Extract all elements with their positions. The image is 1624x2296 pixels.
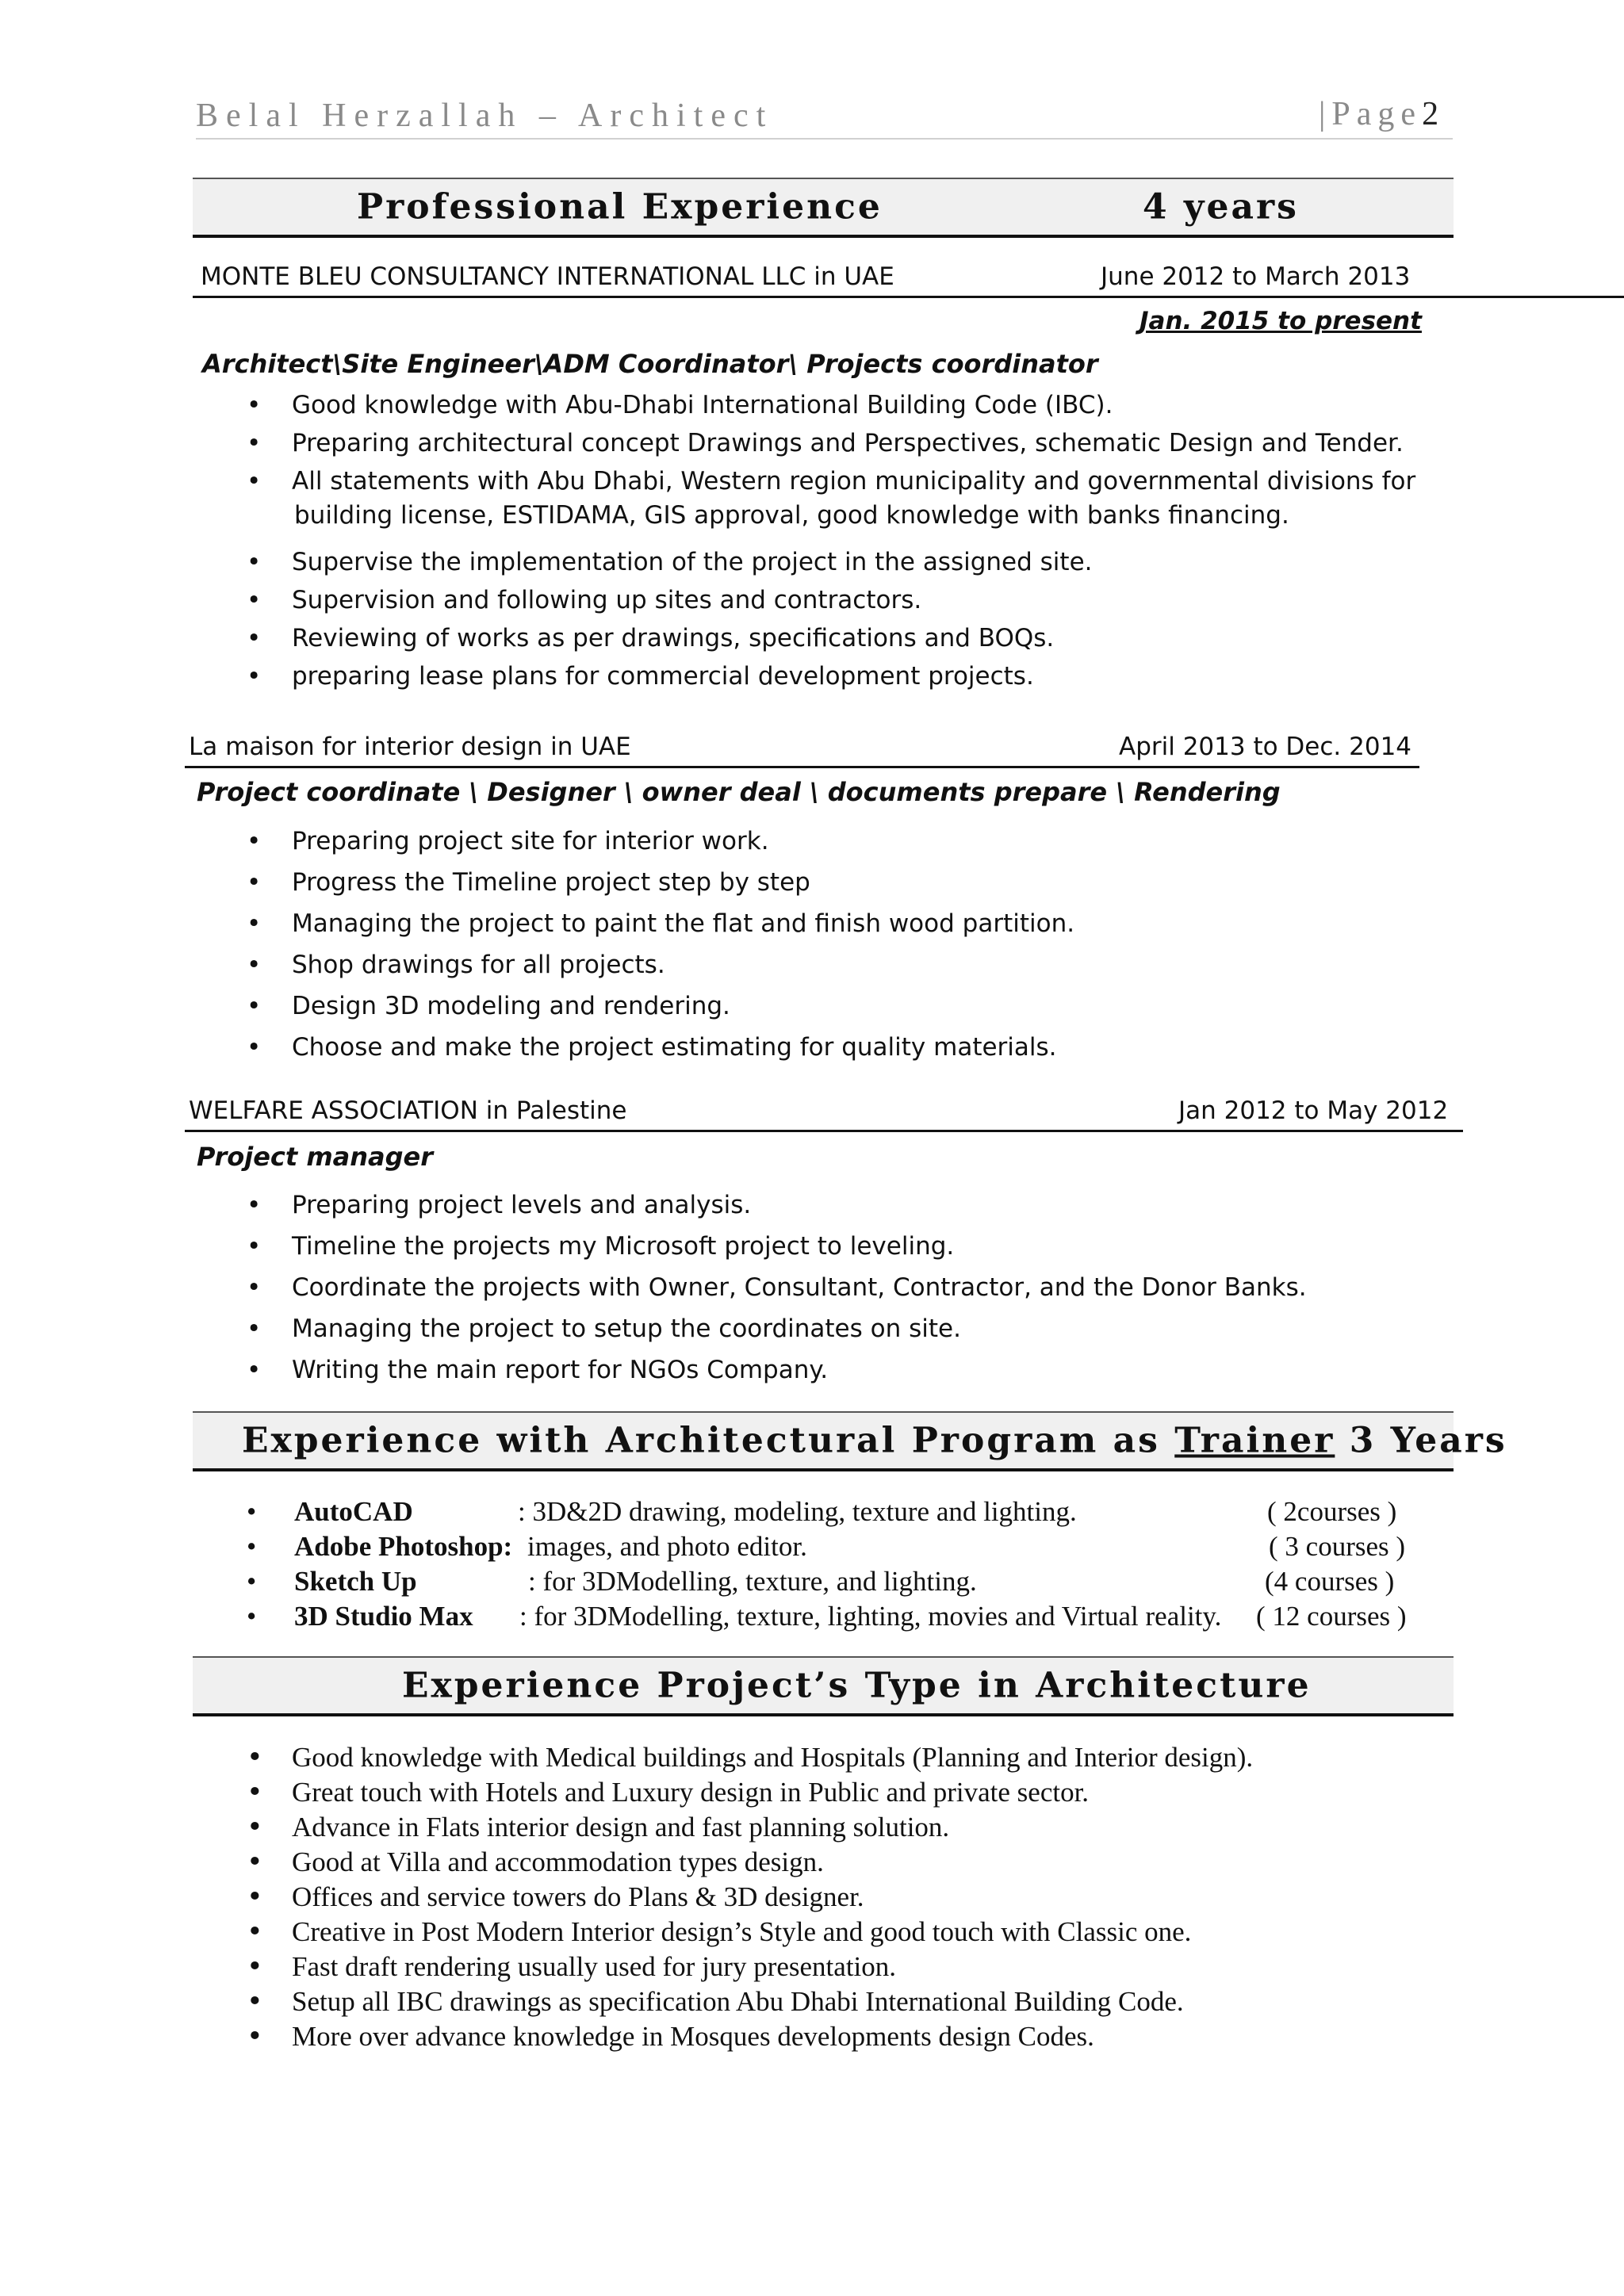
list-item: • Fast draft rendering usually used for jury presentation. [193,1950,1253,1984]
list-item-continuation: building license, ESTIDAMA, GIS approval, good knowledge with banks financing. [294,501,1289,530]
job-dates-extra: Jan. 2015 to present [1139,307,1422,335]
list-item: • Coordinate the projects with Owner, Consultant, Contractor, and the Donor Banks. [193,1267,1307,1308]
list-item: • Writing the main report for NGOs Company. [193,1349,1307,1391]
program-name: AutoCAD [294,1496,413,1527]
job-company: MONTE BLEU CONSULTANCY INTERNATIONAL LLC in UAE [201,262,894,291]
header-page-number [1319,95,1438,133]
list-item: • preparing lease plans for commercial development projects. [193,657,1093,695]
list-item: • Choose and make the project estimating for quality materials. [193,1027,1074,1068]
section-title [242,1421,1507,1461]
program-desc: : for 3DModelling, texture, and lighting. [528,1566,977,1597]
job-role: Project coordinate \ Designer \ owner deal \ documents prepare \ Rendering [197,777,1281,807]
job-role: Project manager [197,1142,434,1172]
list-item: • Setup all IBC drawings as specification Abu Dhabi International Building Code. [193,1984,1253,2019]
list-item: • Managing the project to setup the coordinates on site. [193,1308,1307,1349]
section-years: 4 years [1143,186,1299,228]
program-courses: ( 12 courses ) [1256,1601,1407,1632]
job-bullet-list [193,543,1093,695]
list-item: • Progress the Timeline project step by step [193,862,1074,903]
program-desc: : 3D&2D drawing, modeling, texture and lighting. [518,1496,1077,1527]
section-banner-project-types [193,1656,1454,1716]
list-item: • Great touch with Hotels and Luxury design in Public and private sector. [193,1775,1253,1810]
list-bullet: • [247,1531,257,1562]
job-dates: Jan 2012 to May 2012 [1178,1096,1449,1125]
page-label: |Page [1319,96,1423,132]
program-name: Sketch Up [294,1566,417,1597]
section-banner-trainer [193,1411,1507,1471]
list-item: • Reviewing of works as per drawings, specifications and BOQs. [193,619,1093,657]
program-courses: ( 3 courses ) [1269,1531,1406,1562]
list-item: • Design 3D modeling and rendering. [193,985,1074,1027]
list-bullet: • [247,1566,257,1597]
list-item: • Preparing architectural concept Drawings and Perspectives, schematic Design and Tender. [193,424,1415,462]
job-company: WELFARE ASSOCIATION in Palestine [189,1096,627,1125]
section-title-part: Experience with Architectural Program as [242,1420,1175,1461]
job-dates: April 2013 to Dec. 2014 [1119,733,1412,761]
program-name: 3D Studio Max [294,1601,473,1632]
program-desc: : for 3DModelling, texture, lighting, movies and Virtual reality. [519,1601,1222,1632]
program-name: Adobe Photoshop: [294,1531,513,1562]
job-divider [185,766,1419,768]
project-type-list [193,1740,1253,2054]
job-dates: June 2012 to March 2013 [1101,262,1411,291]
list-bullet: • [247,1601,257,1632]
list-item: • Good knowledge with Medical buildings and Hospitals (Planning and Interior design). [193,1740,1253,1775]
list-item: • More over advance knowledge in Mosques developments design Codes. [193,2019,1253,2054]
job-divider [193,296,1624,298]
list-item: • Shop drawings for all projects. [193,944,1074,985]
list-item: • Preparing project levels and analysis. [193,1184,1307,1226]
section-title: Experience Project’s Type in Architecture [402,1665,1312,1706]
job-bullet-list [193,386,1415,500]
section-title-part: 3 Years [1335,1420,1507,1461]
section-banner-professional-experience [193,178,1454,238]
program-desc: images, and photo editor. [527,1531,807,1562]
list-item: • Advance in Flats interior design and fast planning solution. [193,1810,1253,1845]
list-item: • Preparing project site for interior work. [193,821,1074,862]
section-title: Professional Experience [357,186,883,228]
list-item: • Creative in Post Modern Interior design’s Style and good touch with Classic one. [193,1915,1253,1950]
list-bullet: • [247,1496,257,1527]
job-divider [185,1130,1463,1132]
header-divider [196,138,1453,140]
list-item: • Timeline the projects my Microsoft project to leveling. [193,1226,1307,1267]
header-name: Belal Herzallah – Architect [196,98,774,134]
list-item: • Offices and service towers do Plans & 3D designer. [193,1880,1253,1915]
list-item: • All statements with Abu Dhabi, Western region municipality and governmental divisions for [193,462,1415,500]
section-title-underlined: Trainer [1174,1420,1335,1461]
program-courses: ( 2courses ) [1267,1496,1397,1527]
page-number: 2 [1422,96,1439,132]
list-item: • Supervision and following up sites and contractors. [193,581,1093,619]
job-role: Architect\Site Engineer\ADM Coordinator\ Projects coordinator [202,349,1098,379]
list-item: • Supervise the implementation of the project in the assigned site. [193,543,1093,581]
list-item: • Good at Villa and accommodation types design. [193,1845,1253,1880]
list-item: • Managing the project to paint the flat and finish wood partition. [193,903,1074,944]
list-item: • Good knowledge with Abu-Dhabi International Building Code (IBC). [193,386,1415,424]
program-courses: (4 courses ) [1265,1566,1395,1597]
job-bullet-list [193,821,1074,1068]
job-company: La maison for interior design in UAE [189,733,631,761]
job-bullet-list [193,1184,1307,1391]
